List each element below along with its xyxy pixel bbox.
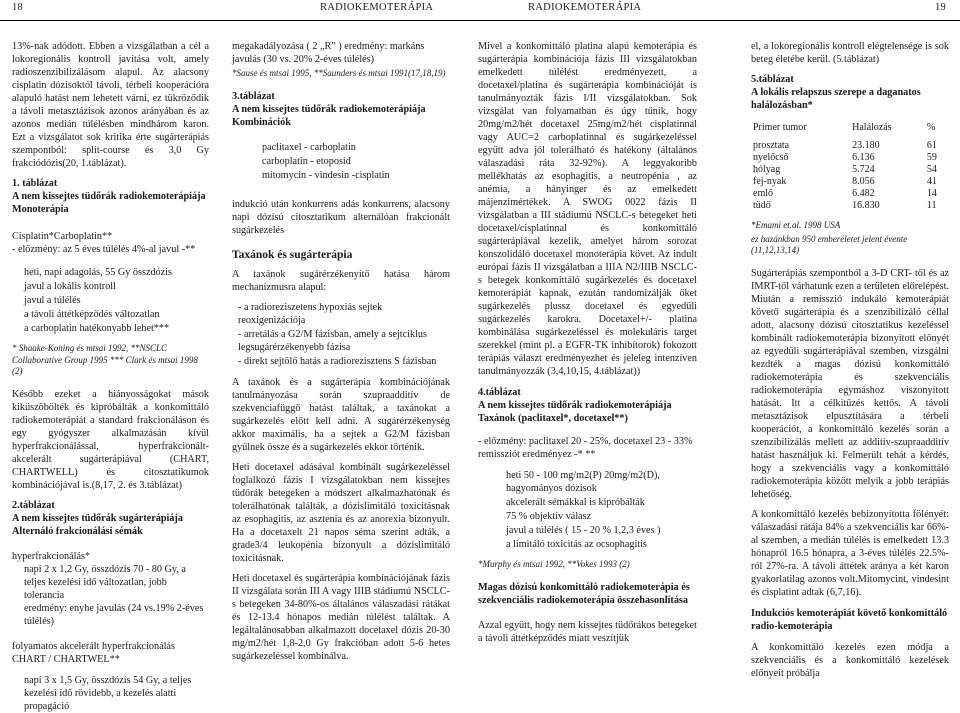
paragraph: A taxánok sugárérzékenyítő hatása három mechanizmusra alapul: (232, 268, 450, 293)
paragraph: megakadályozása ( 2 „R” ) eredmény: markáns javulás (30 vs. 20% 2-éves túlélés) (232, 41, 425, 65)
table1-line: - előzmény: az 5 éves túlélés 4%-al javul -** (12, 244, 196, 255)
table2-heading: A nem kissejtes tüdőrák sugárterápiája Alternáló frakcionálási sémák (12, 512, 183, 537)
list-item: a carboplatin hatékonyabb lehet*** (24, 323, 170, 334)
table2-title: 2.táblázat (12, 499, 55, 511)
table1-heading: A nem kissejtes tüdőrák radiokemoterápiája Monoterápia (12, 191, 206, 215)
paragraph: indukció után konkurrens adás konkurrens, alacsony napi dózisú citosztatikum alternálóan frakcionált sugárkezelés (232, 198, 450, 236)
table2-line: folyamatos akcelerált hyperfrakcionálás CHART / CHARTWEL** (12, 640, 175, 665)
table3-heading: A nem kissejtes tüdőrák radiokemoterápiája Kombinációk (232, 103, 426, 128)
table1-line: Cisplatin*Carboplatin** (12, 231, 113, 242)
table-cell: 8.056 (852, 176, 875, 187)
left-running-title: RADIOKEMOTERÁPIA (320, 2, 434, 13)
bullet-list (232, 301, 450, 368)
table5-title: 5.táblázat (751, 74, 794, 85)
table1-footnote: * Shaake-Koning és mtsai 1992, **NSCLC Collaborative Group 1995 *** Clark és mtsai 1998 (2) (12, 343, 198, 376)
list-item: javul a lokális kontroll (24, 281, 116, 292)
list-item: heti, napi adagolás, 55 Gy összdózis (24, 267, 172, 278)
table-cell: tüdő (753, 200, 771, 211)
column-4 (751, 40, 949, 679)
table-cell: 16.830 (852, 200, 880, 211)
right-running-title: RADIOKEMOTERÁPIA (528, 2, 642, 13)
table-cell: 6.482 (852, 188, 875, 199)
table5 (751, 122, 949, 212)
list-item: - direkt sejtölő hatás a radiorezisztens S fázisban (238, 355, 437, 367)
paragraph: Heti docetaxel adásával kombinált sugárkezeléssel foglalkozó fázis I vizsgálatokban nem kissejtes tüdőrák betegeken a módszert alkalmazhatónak és tolerálhatónak találták, a dózislimitáló toxicitásnak az esophagitis, az asztenia és az anorexia bizonyult. Ha a docetaxelt 21 napos séma szerint adták, a grade3/4 leukopénia bizonyult a dózislimitáló toxicitásnak. (232, 461, 450, 564)
paragraph: 13%-nak adódott. Ebben a vizsgálatban a cél a lokoregionális kontroll javítása volt, amely radioszenzibilizálásom alapul. Az alacsony cisplatin dózisoktól távoli, térbeli kooperációra alapuló hatást nem lehetett várni, ez tükröződik a távoli metasztázisok azonos arányában és az azonos medián túlélésben mindhárom karon. Ezt a vizsgálatot sok kritika érte sugárterápiás szempontból: split-course és 3,0 Gy frakciódózis(20, 1.táblázat). (12, 41, 209, 169)
column-2 (232, 40, 450, 663)
table4-title: 4.táblázat (478, 387, 521, 398)
table5-heading: A lokális relapszus szerepe a daganatos halálozásban* (751, 87, 921, 111)
paragraph: Azzal együtt, hogy nem kissejtes tüdőrákos betegeket a távoli áttétképződés miatt veszítjük (478, 619, 697, 644)
table4-list (478, 469, 697, 551)
list-item: 75 % objektív válasz (506, 511, 592, 522)
column-3 (478, 40, 697, 663)
table-row (751, 152, 949, 164)
column-1 (12, 40, 209, 712)
table5-footnote: ez hazánkban 950 emberéletet jelent évente (11,12,13,14) (751, 233, 908, 255)
list-item: javul a túlélés (24, 295, 81, 306)
table2-line: eredmény: enyhe javulás (24 vs.19% 2-éves túlélés) (24, 602, 204, 627)
table-row (751, 188, 949, 200)
table-row (751, 176, 949, 188)
table4-footnote: *Murphy és mtsai 1992, **Vokes 1993 (2) (478, 559, 630, 569)
table-row (751, 140, 949, 152)
table4-line: - előzmény: paclitaxel 20 - 25%, docetaxel 23 - 33% remissziót eredményez -* ** (478, 436, 693, 460)
section-heading: Indukciós kemoterápiát követő konkomittáló radio-kemoterápia (751, 607, 948, 632)
table-cell: emlő (753, 188, 773, 199)
table-cell: nyelőcső (753, 152, 789, 163)
list-item: a limitáló toxicitás az ocsophagitis (506, 539, 647, 550)
table-cell: 11 (926, 200, 937, 211)
table5-footnote: *Emami et.al. 1998 USA (751, 220, 841, 230)
section-heading: Taxánok és sugárterápia (232, 248, 353, 261)
list-item: paclitaxel - carboplatin (262, 141, 356, 153)
list-item: - arretálás a G2/M fázisban, amely a sejtciklus legsugárérzékenyebb fázisa (238, 328, 427, 353)
table3-list (232, 141, 450, 182)
table-cell: 59 (926, 152, 937, 163)
running-header (0, 0, 960, 21)
table2-line: hyperfrakcionálás* (12, 550, 91, 562)
table-cell: hólyag (753, 164, 781, 175)
paragraph: Heti docetaxel és sugárterápia kombinációjának fázis II vizsgálata során III A vagy IIIB stádiumú NSCLC-s betegeken 34-80%-os általános válaszadási rátákat és 12-13.4 hónapos medián túlélést találtak. A legáltalánosabban alkalmazott docetaxel dózis 20-30 mg/m2/hét 1,8-2,0 Gy frakcióban adott 5-6 hetes sugárkezeléssel kombinálva. (232, 572, 450, 662)
section-heading: Magas dózisú konkomittáló radiokemoterápia és szekvenciális radiokemoterápia összehasonlítása (478, 581, 690, 606)
list-item: mitomycin - vindesin -cisplatin (262, 169, 390, 181)
table-header-row (751, 122, 949, 134)
table3-title: 3.táblázat (232, 90, 275, 102)
list-item: a távoli áttétképződés változatlan (24, 309, 160, 320)
table2-line: napi 2 x 1,2 Gy, összdózis 70 - 80 Gy, a teljes kezelési idő változatlan, jobb tolerancia (24, 563, 186, 601)
paragraph: Mivel a konkomittáló platina alapú kemoterápia és sugárterápia kombinációja fázis III vizsgálatokban emelkedett túlélést eredményezett, a docetaxel/platina és sugárterápia kombinációját is tanulmányozták fázis I/II vizsgálatokban. Sok vizsgálat van folyamatban és úgy tűnik, hogy 20mg/m2/hét docetaxel 25mg/m2/hét cisplatinnal vagy AUC=2 carboplatinnal és sugárkezeléssel együtt adva jól tolerálható és hatékony (általános válaszadási ráta 32-92%). A leggyakoribb mellékhatás az esophagitis, a neutropénia , az anémia, a hányinger és az emelkedett májenzimértékek. A SWOG 0022 fázis II vizsgálatban a III stádiumú NSCLC-s betegeket heti docetaxel/cisplatinnal és konkomittáló sugárterápiával kezelik, amelyet három sorozat konszolidáló docetaxel monoterápia követ. Az indult európai fázis II vizsgálatban a IIIA N2/IIIB NSCLC-s betegek konkomittáló sugárkezelés és docetaxel kemoterápiát kapnak, ezután randomizálják őket sugárkezelés plussz docetaxel és egyedüli sugárkezelés karokra. Docetaxel+/- platina kombinálása sugárkezeléssel és molekuláris target szerekkel (mint pl. a EGFR-TK inhibítorok) fokozott terápiás választ eredményezhet és jeleleg intenzíven tanulmányozzák (3,4,10,15, 4.táblázat)) (478, 41, 697, 377)
table-header-cell: % (926, 122, 936, 133)
paragraph: el, a lokoregionális kontroll elégtelensége is sok beteg életébe kerül. (5.táblázat) (751, 41, 949, 65)
list-item: - a radioreziszetens hypoxiás sejtek reoxigenizációja (238, 301, 383, 326)
paragraph: A taxánok és a sugárterápia kombinációjának tanulmányozása során szupraadditív de szekvenciafüggő hatást találtak, a taxánokat a sugárkezelés előtt kell adni. A sugárérzékenység akkor maximális, ha a sejtek a G2/M fázisban gyűlnek össze és a sugárkezelés ekkor történik. (232, 376, 450, 453)
table-row (751, 164, 949, 176)
table-cell: 6.136 (852, 152, 875, 163)
table1-list (12, 266, 209, 335)
table-cell: 41 (926, 176, 937, 187)
table-cell: 54 (926, 164, 937, 175)
list-item: carboplatin - etoposid (262, 155, 351, 167)
paragraph: Sugárterápiás szempontból a 3-D CRT- től és az IMRT-től várhatunk ezen a területen előrelépést. Miután a remisszió indukáló kemoterápiát követő sugárterápia és a szenzibilizáló céllal adott, alacsony dózisú citosztatikus kezeléssel kombinált radiokemoterápia bizonyított előnyét az egyedüli sugárterápiával szemben, vizsgálni kezdték a magas dózisú konkomittáló radiokemoterápia és szekvenciális radiokemoterápia egymáshoz viszonyított hatását. Itt a célkitűzés kettős. A távoli metasztázisok elpusztítására a térbeli kooperációt, a konkomittáló kezelés során a szenzibilizálás mellett az additív-szupraadditív hatást használjuk ki. Felmerült tehát a kérdés, hogy a szekvenciális vagy a konkomittáló radiokemoterápia között melyik a jobb terápiás lehetőség. (751, 267, 949, 500)
table-cell: 14 (926, 188, 937, 199)
list-item: akcelerált sémákkal is kipróbálták (506, 497, 645, 508)
table1-title: 1. táblázat (12, 178, 58, 189)
table-row (751, 200, 949, 212)
table2-footnote: *Sause és mtsai 1995, **Saunders és mtsai 1991(17,18,19) (232, 68, 446, 78)
right-page-number: 19 (935, 2, 947, 13)
table2-line: napi 3 x 1,5 Gy, összdózis 54 Gy, a teljes kezelési idő rövidebb, a kezelés alatti propagáció (24, 674, 192, 712)
table-header-cell: Primer tumor (753, 122, 807, 133)
left-page-number: 18 (12, 2, 24, 13)
paragraph: A konkomittáló kezelés bebizonyította fölényét: válaszadási rátája 84% a szekvenciális kar 66%-al szemben, a medián túlélés is emelkedett 13.3 hónapról 16.5 hónapra, a 3-éves túlélés 22.5%-ról 27%-ra. A távoli áttétek aránya a két karon gyakorlatilag azonos volt.Mitomycint, vindesint és cisplatint adtak (6,7,16). (751, 508, 949, 598)
list-item: heti 50 - 100 mg/m2(P) 20mg/m2(D), hagyományos dózisok (506, 470, 660, 494)
paragraph: Később ezeket a hiányosságokat mások kiküszöbölték és kipróbálták a konkomittáló radiokemoterápiát a standard frakcionáláson és egy gyógyszer alkalmazásán kívül hyperfrakcionálással, hyperfrakcionált-akcelerált sugárterápiával (CHART, CHARTWELL) és citosztatikumok kombinációjával is.(8,17, 2. és 3.táblázat) (12, 388, 209, 491)
table-cell: fej-nyak (753, 176, 787, 187)
list-item: javul a túlélés ( 15 - 20 % 1,2,3 éves ) (506, 525, 661, 536)
paragraph: A konkomittáló kezelés ezen módja a szekvenciális és a konkomittáló kezelések előnyeit próbálja (751, 641, 949, 679)
table-header-cell: Halálozás (852, 122, 892, 133)
table-cell: 61 (926, 140, 937, 151)
table4-heading: A nem kissejtes tüdőrák radiokemoterápiája Taxánok (paclitaxel*, docetaxel**) (478, 400, 672, 424)
table-cell: 23.180 (852, 140, 880, 151)
table-cell: 5.724 (852, 164, 875, 175)
table-cell: prosztata (753, 140, 790, 151)
